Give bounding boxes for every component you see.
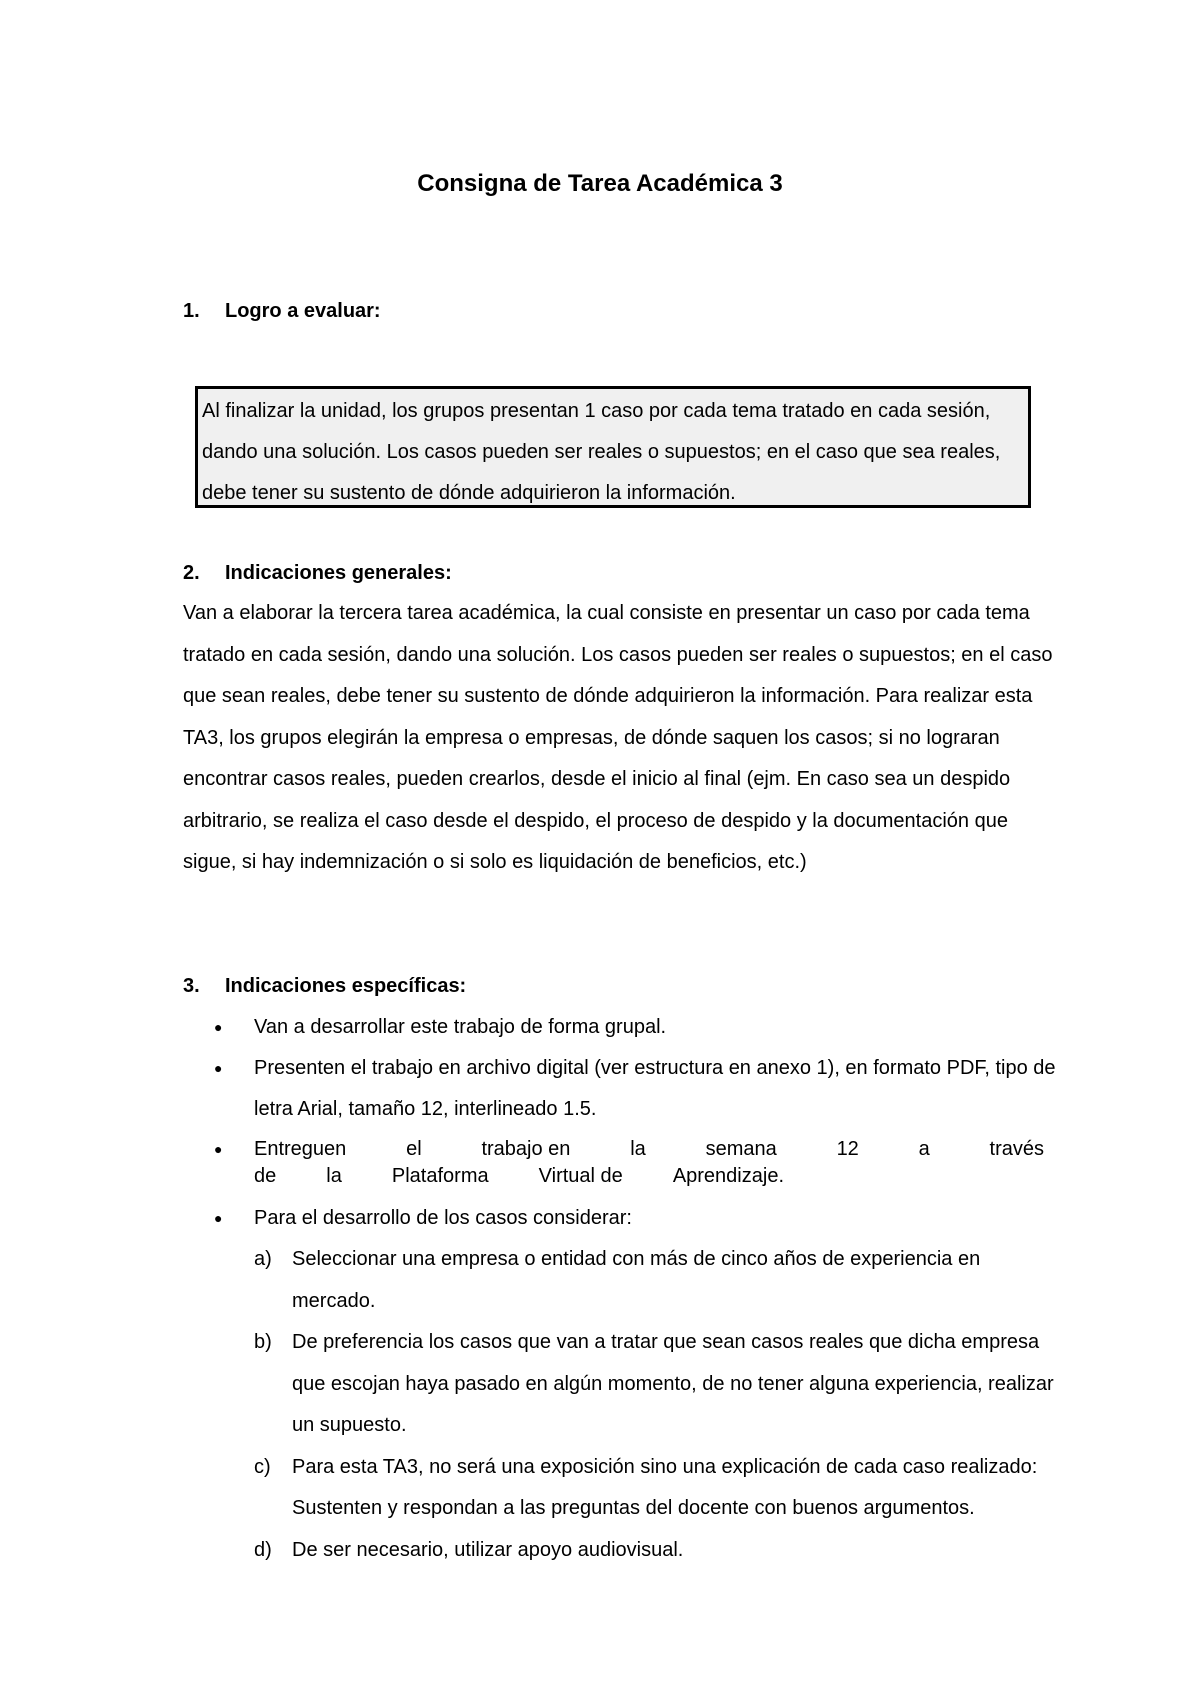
list-item (210, 1048, 1060, 1130)
sub-list-item (254, 1530, 1060, 1572)
word: trabajo en (481, 1138, 571, 1160)
list-item-text: Presenten el trabajo en archivo digital (ver estructura en anexo 1), en formato PDF, tipo de letra Arial, tamaño 12, interlineado 1.5. (254, 1057, 1056, 1120)
sub-item-text: Para esta TA3, no será una exposición sino una explicación de cada caso realizado: Sustenten y respondan a las preguntas del docente con buenos argumentos. (292, 1455, 1038, 1519)
section-heading-especificas (183, 975, 466, 998)
bullet-icon: ● (214, 1141, 223, 1157)
word: Aprendizaje. (672, 1165, 784, 1187)
word: a (918, 1138, 930, 1160)
section-number: 1. (183, 300, 200, 322)
word: Plataforma (391, 1165, 489, 1187)
logro-box: Al finalizar la unidad, los grupos presentan 1 caso por cada tema tratado en cada sesión, dando una solución. Los casos pueden ser reales o supuestos; en el caso que sea reales, debe tener su sustento de dónde adquirieron la información. (195, 386, 1031, 508)
page-title: Consigna de Tarea Académica 3 (417, 170, 783, 197)
word: Entreguen (254, 1138, 347, 1160)
section-heading-logro (183, 300, 381, 323)
list-item-text: Van a desarrollar este trabajo de forma grupal. (254, 1016, 667, 1038)
bullet-icon: ● (214, 1210, 223, 1226)
word: la (326, 1165, 342, 1187)
sub-item-text: Seleccionar una empresa o entidad con más de cinco años de experiencia en mercado. (292, 1248, 981, 1312)
sub-list-item (254, 1322, 1060, 1447)
word: el (406, 1138, 422, 1160)
word: Virtual de (538, 1165, 623, 1187)
section-number: 2. (183, 562, 200, 584)
list-item-text: Para el desarrollo de los casos considerar: (254, 1207, 632, 1229)
section-number: 3. (183, 975, 200, 997)
sub-list-item (254, 1239, 1060, 1322)
section-heading-text: Indicaciones generales: (225, 562, 452, 584)
word: semana (705, 1138, 777, 1160)
word: de (254, 1165, 277, 1187)
sub-item-text: De preferencia los casos que van a tratar que sean casos reales que dicha empresa que escojan haya pasado en algún momento, de no tener alguna experiencia, realizar un supuesto. (292, 1331, 1054, 1436)
sub-item-letter: c) (254, 1455, 271, 1478)
word: través (989, 1138, 1044, 1160)
section-heading-text: Logro a evaluar: (225, 300, 381, 322)
list-item (210, 1007, 1060, 1048)
bullet-list (210, 1007, 1060, 1571)
word: 12 (836, 1138, 859, 1160)
section-heading-text: Indicaciones específicas: (225, 975, 467, 997)
bullet-icon: ● (214, 1019, 223, 1035)
section-heading-generales (183, 562, 452, 585)
sub-item-letter: a) (254, 1248, 272, 1270)
bullet-icon: ● (214, 1060, 223, 1076)
list-item (210, 1130, 1060, 1198)
sub-item-letter: d) (254, 1538, 272, 1561)
sub-list-item (254, 1447, 1060, 1530)
word: la (630, 1138, 646, 1160)
sub-item-text: De ser necesario, utilizar apoyo audiovisual. (292, 1538, 684, 1561)
list-item (210, 1198, 1060, 1571)
sub-item-letter: b) (254, 1331, 272, 1353)
justified-line-2 (254, 1163, 784, 1190)
sub-list (254, 1239, 1060, 1571)
justified-line-1 (254, 1136, 1044, 1163)
generales-paragraph: Van a elaborar la tercera tarea académica, la cual consiste en presentar un caso por cada tema tratado en cada sesión, dando una solución. Los casos pueden ser reales o supuestos; en el caso que sean reales, debe tener su sustento de dónde adquirieron la información. Para realizar esta TA3, los grupos elegirán la empresa o empresas, de dónde saquen los casos; si no lograran encontrar casos reales, pueden crearlos, desde el inicio al final (ejm. En caso sea un despido arbitrario, se realiza el caso desde el despido, el proceso de despido y la documentación que sigue, si hay indemnización o si solo es liquidación de beneficios, etc.) (183, 602, 1053, 873)
